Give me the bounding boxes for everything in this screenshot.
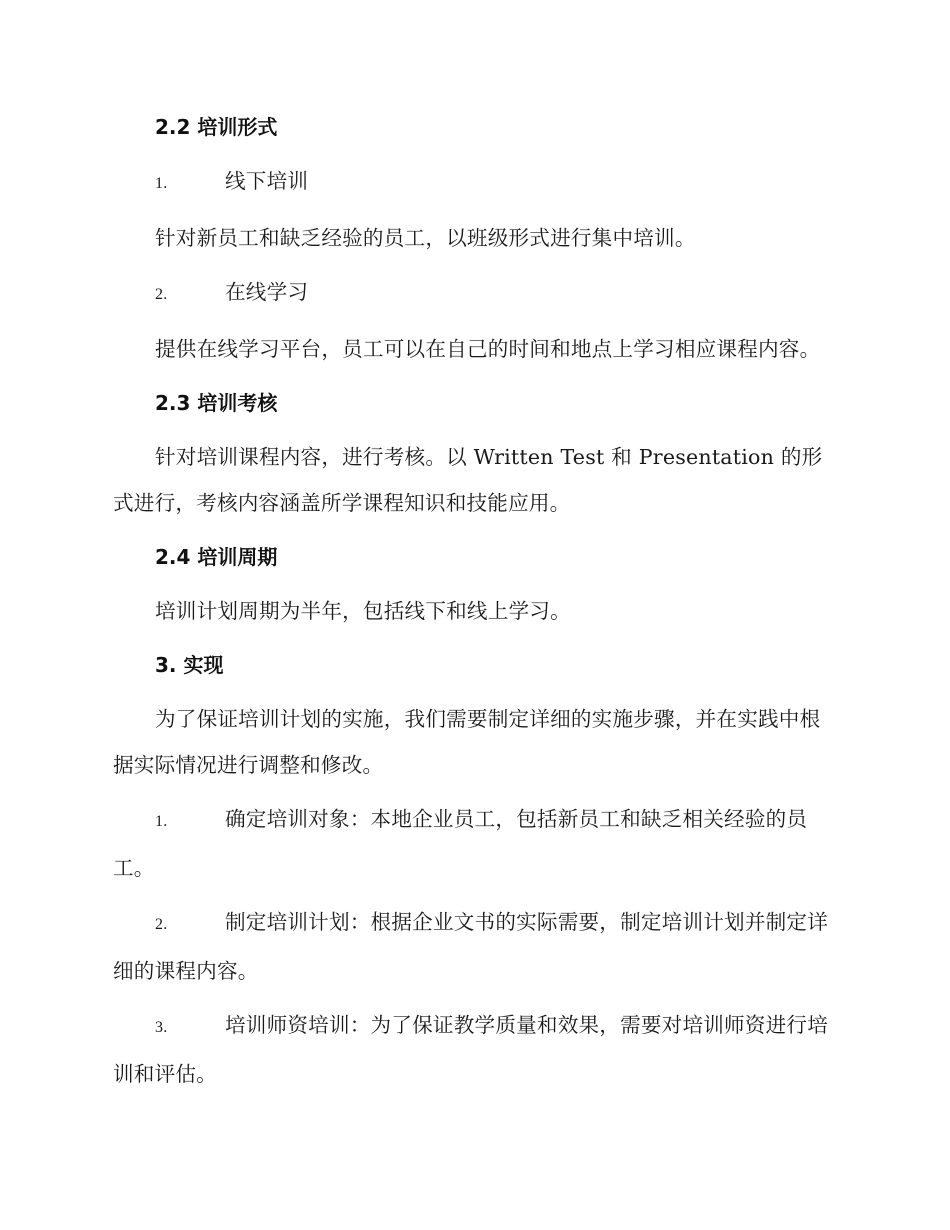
list-item-online-learning: [113, 269, 835, 318]
list-item-text: 制定培训计划：根据企业文书的实际需要，制定培训计划并制定详细的课程内容。: [113, 910, 829, 983]
list-item-label: 在线学习: [225, 280, 309, 304]
list-number: 2.: [155, 286, 168, 303]
section-heading-2-2: 2.2 培训形式: [155, 115, 278, 139]
paragraph-assessment: 针对培训课程内容，进行考核。以 Written Test 和 Presentation 的形式进行，考核内容涵盖所学课程知识和技能应用。: [113, 445, 823, 515]
list-item-offline-training: [113, 158, 835, 207]
list-item-text: 培训师资培训：为了保证教学质量和效果，需要对培训师资进行培训和评估。: [113, 1013, 829, 1086]
section-heading-3: 3. 实现: [155, 653, 224, 677]
section-heading-2-3: 2.3 培训考核: [155, 391, 278, 415]
list-item-label: 线下培训: [225, 169, 309, 193]
list-item-step-1: [113, 796, 835, 891]
list-item-step-3: [113, 1002, 835, 1097]
document-page: [113, 104, 835, 1105]
list-item-text: 确定培训对象：本地企业员工，包括新员工和缺乏相关经验的员工。: [113, 807, 808, 880]
list-number: 3.: [155, 1019, 168, 1036]
list-item-step-2: [113, 899, 835, 994]
paragraph-offline-desc: 针对新员工和缺乏经验的员工，以班级形式进行集中培训。: [155, 226, 696, 250]
paragraph-online-desc: 提供在线学习平台，员工可以在自己的时间和地点上学习相应课程内容。: [155, 337, 821, 361]
paragraph-cycle: 培训计划周期为半年，包括线下和线上学习。: [155, 599, 571, 623]
list-number: 1.: [155, 813, 168, 830]
paragraph-implementation: 为了保证培训计划的实施，我们需要制定详细的实施步骤，并在实践中根据实际情况进行调整和修改。: [113, 707, 821, 777]
list-number: 1.: [155, 175, 168, 192]
section-heading-2-4: 2.4 培训周期: [155, 545, 278, 569]
list-number: 2.: [155, 916, 168, 933]
